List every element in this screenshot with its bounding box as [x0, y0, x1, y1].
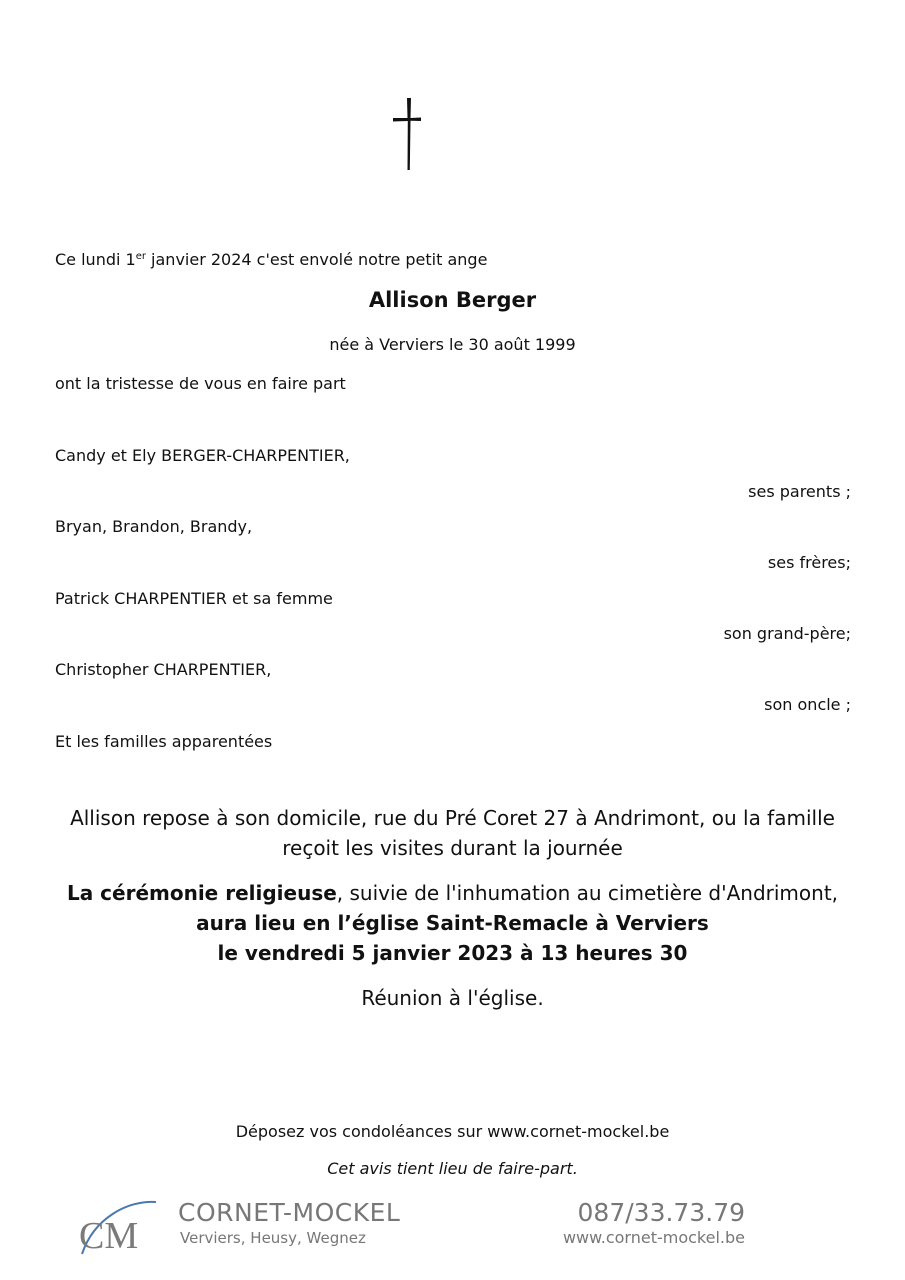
- logo-monogram: CM: [79, 1215, 139, 1257]
- ceremony-datetime: le vendredi 5 janvier 2023 à 13 heures 30: [217, 941, 688, 965]
- ceremony-rest: , suivie de l'inhumation au cimetière d'Andrimont,: [336, 881, 839, 905]
- ceremony-place: aura lieu en l’église Saint-Remacle à Verviers: [196, 911, 709, 935]
- intro-prefix: Ce lundi 1: [55, 250, 136, 269]
- wake-line-1: Allison repose à son domicile, rue du Pré Coret 27 à Andrimont, ou la famille: [70, 806, 835, 830]
- funeral-home-locations: Verviers, Heusy, Wegnez: [180, 1229, 366, 1247]
- funeral-home-phone: 087/33.73.79: [577, 1198, 745, 1227]
- ceremony-lead: La cérémonie religieuse: [66, 881, 337, 905]
- cornet-mockel-logo: [76, 1198, 158, 1264]
- intro-superscript: er: [135, 251, 146, 262]
- ceremony-line-2: [0, 911, 905, 935]
- latin-cross-icon: [385, 96, 433, 172]
- condolences-line: Déposez vos condoléances sur www.cornet-mockel.be: [235, 1122, 670, 1141]
- deceased-name: Allison Berger: [368, 288, 537, 312]
- notice-line: Cet avis tient lieu de faire-part.: [327, 1159, 578, 1178]
- family-names: Patrick CHARPENTIER et sa femme: [55, 589, 333, 608]
- wake-line-2: reçoit les visites durant la journée: [282, 836, 623, 860]
- family-relation: ses parents ;: [748, 482, 851, 501]
- family-closing: Et les familles apparentées: [55, 732, 273, 751]
- birth-line: née à Verviers le 30 août 1999: [329, 335, 576, 354]
- intro-suffix: janvier 2024 c'est envolé notre petit ange: [145, 250, 488, 269]
- family-relation: son grand-père;: [723, 624, 851, 643]
- family-names: Christopher CHARPENTIER,: [55, 660, 272, 679]
- ceremony-line-1: [0, 881, 905, 905]
- funeral-home-name: CORNET-MOCKEL: [178, 1198, 401, 1227]
- intro-line: [55, 250, 487, 269]
- funeral-home-website: www.cornet-mockel.be: [562, 1228, 745, 1247]
- reunion-line: Réunion à l'église.: [361, 986, 544, 1010]
- family-relation: son oncle ;: [764, 695, 851, 714]
- announce-line: ont la tristesse de vous en faire part: [55, 374, 346, 393]
- family-names: Bryan, Brandon, Brandy,: [55, 517, 253, 536]
- family-relation: ses frères;: [767, 553, 851, 572]
- ceremony-line-3: [0, 941, 905, 965]
- family-names: Candy et Ely BERGER-CHARPENTIER,: [55, 446, 350, 465]
